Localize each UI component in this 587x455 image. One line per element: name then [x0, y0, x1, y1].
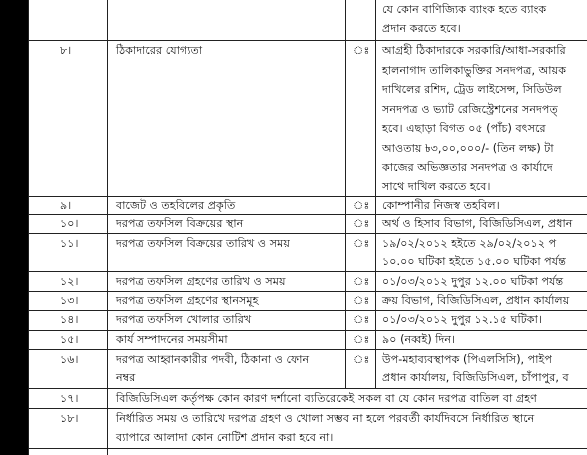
value-line: ৯০ (নব্বই) দিন। [382, 333, 456, 346]
value-line: কাজের অভিজ্ঞতার সনদপত্র ও কার্যাদে [382, 161, 553, 174]
row-label: নম্বর [116, 371, 136, 384]
value-line: হালনাগাদ তালিকাভুক্তির সনদপত্র, আয়ক [382, 63, 567, 77]
row-serial: ১০। [60, 217, 79, 230]
row-label: বাজেট ও তহবিলের প্রকৃতি [116, 199, 236, 212]
row-colon: ঃ [353, 353, 370, 366]
span-line: ব্যাপারে আলাদা কোন নোটিশ প্রদান করা হবে না। [116, 431, 334, 444]
row-serial: ৯। [60, 199, 72, 212]
row-colon: ঃ [353, 294, 370, 307]
value-line: আওতায় ৳৩,০০,০০০/- (তিন লক্ষ) টা [382, 141, 554, 155]
value-line: সনদপত্র ও ভ্যাট রেজিস্ট্রেশনের সনদপত্ [382, 102, 558, 116]
row-divider [28, 448, 587, 449]
row-label: দরপত্র তফসিল গ্রহণের স্থানসমূহ [116, 294, 259, 307]
row-colon: ঃ [353, 44, 370, 57]
value-line: উপ-মহাব্যবস্থাপক (পিএলসিসি), পাইপ [382, 353, 552, 366]
value-line: কোম্পানীর নিজস্ব তহবিল। [382, 199, 500, 212]
row-serial: ১৪। [60, 313, 79, 326]
row-serial: ৮। [60, 44, 72, 57]
span-line: নির্ধারিত সময় ও তারিখে দরপত্র গ্রহণ ও খোলা সম্ভব না হলে পরবর্তী কার্যদিবসে নির্ধারিত স্থানে [116, 412, 535, 425]
row-serial: ১৩। [60, 294, 79, 307]
row-colon: ঃ [353, 333, 370, 346]
row-colon: ঃ [353, 275, 370, 288]
row-label: দরপত্র আহ্বানকারীর পদবী, ঠিকানা ও ফোন [116, 353, 310, 366]
row-label: দরপত্র তফসিল বিক্রয়ের স্থান [116, 217, 244, 230]
column-line-serial [107, 0, 108, 455]
value-line: ০১/০৩/২০১২ দুপুর ১২.০০ ঘটিকা পর্যন্ত [382, 275, 564, 288]
value-line: হবে। এছাড়া বিগত ০৫ (পাঁচ) বৎসরে [382, 122, 546, 135]
row-serial: ১১। [60, 237, 79, 250]
row-serial: ১৮। [60, 412, 79, 425]
row-divider [28, 196, 587, 197]
row-label: ঠিকাদারের যোগ্যতা [116, 44, 203, 57]
value-line: অর্থ ও হিসাব বিভাগ, বিজিডিসিএল, প্রধান [382, 217, 573, 230]
value-line: দাখিলের রশিদ, ট্রেড লাইসেন্স, সিডিউল [382, 83, 562, 96]
value-line: আগ্রহী ঠিকাদারকে সরকারি/আধা-সরকারি [382, 44, 566, 57]
row-label: দরপত্র তফসিল গ্রহণের তারিখ ও সময় [116, 275, 286, 288]
row-label: দরপত্র তফসিল খোলার তারিখ [116, 313, 252, 326]
row-serial: ১৫। [60, 333, 79, 346]
span-line: বিজিডিসিএল কর্তৃপক্ষ কোন কারণ দর্শানো ব্যতিরেকেই সকল বা যে কোন দরপত্র বাতিল বা গ্রহণ [116, 392, 537, 405]
row-serial: ১৬। [60, 353, 79, 366]
value-line: সাথে দাখিল করতে হবে। [382, 180, 491, 193]
row-colon: ঃ [353, 199, 370, 212]
row-label: দরপত্র তফসিল বিক্রয়ের তারিখ ও সময় [116, 237, 290, 250]
left-dark-margin [0, 0, 28, 455]
value-line: ১৯/০২/২০১২ হইতে ২৯/০২/২০১২ প [382, 237, 557, 250]
value-line: প্রদান করতে হবে। [382, 22, 461, 35]
value-line: প্রধান কার্যালয়, বিজিডিসিএল, চাঁপাপুর, ব [382, 371, 569, 384]
value-line: ক্রয় বিভাগ, বিজিডিসিএল, প্রধান কার্যালয় [382, 294, 570, 307]
row-serial: ১২। [60, 275, 79, 288]
value-line: ১০.০০ ঘটিকা হইতে ১৫.০০ ঘটিকা পর্যন্ত [382, 255, 566, 268]
row-colon: ঃ [353, 217, 370, 230]
row-divider [28, 330, 587, 331]
row-label: কার্য সম্পাদনের সময়সীমা [116, 333, 228, 346]
value-line: ০১/০৩/২০১২ দুপুর ১২.১৫ ঘটিকা। [382, 313, 542, 326]
value-line: যে কোন বাণিজ্যিক ব্যাংক হতে ব্যাংক [382, 3, 547, 16]
row-serial: ১৭। [60, 392, 79, 405]
column-line-left [28, 0, 29, 455]
row-colon: ঃ [353, 237, 370, 250]
row-colon: ঃ [353, 313, 370, 326]
